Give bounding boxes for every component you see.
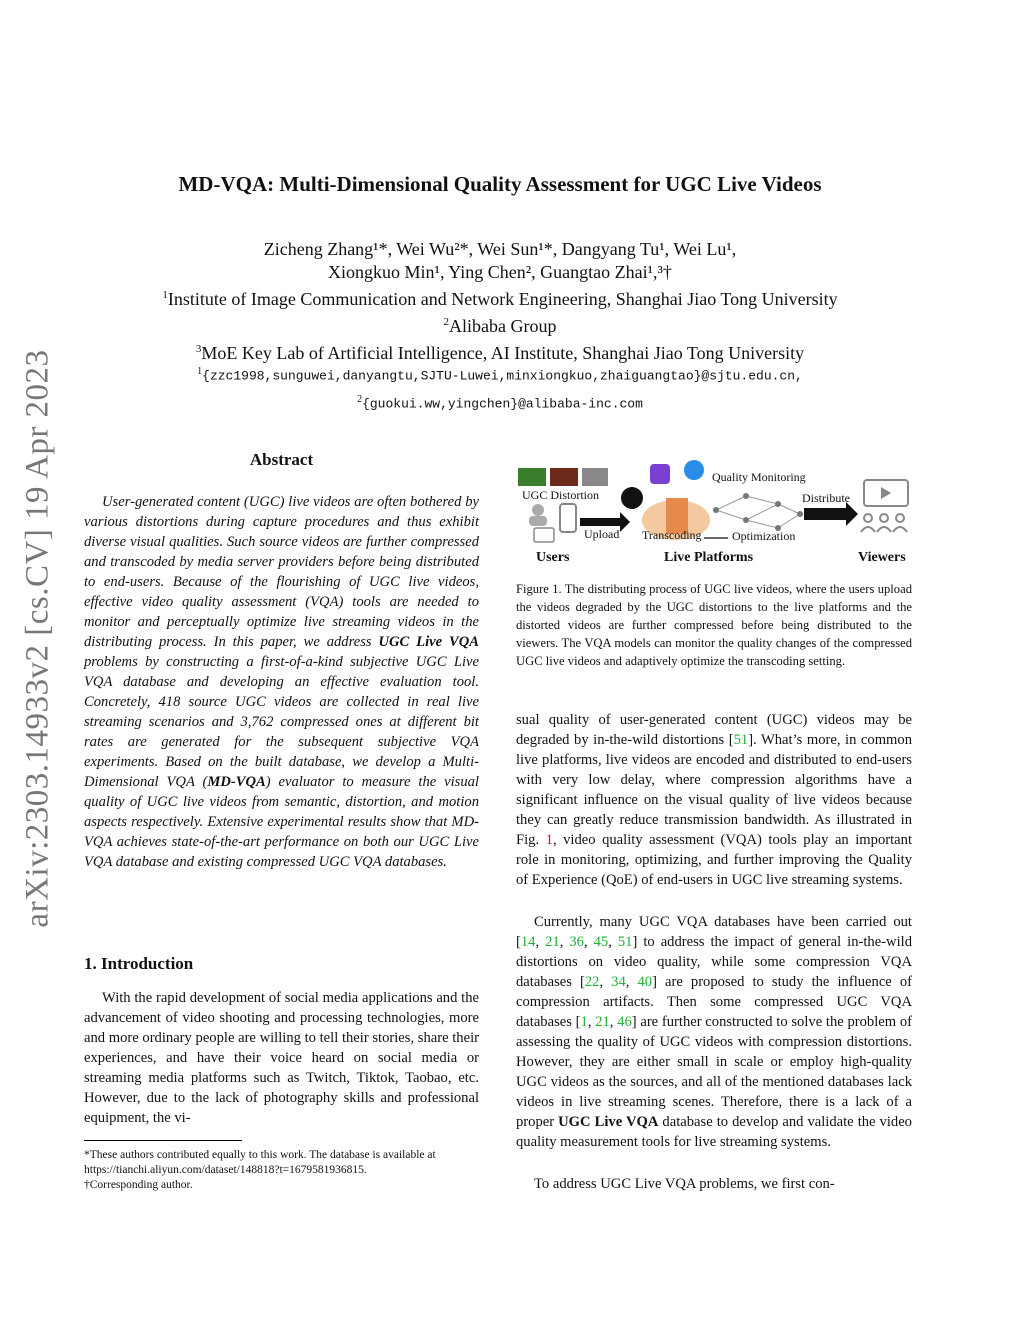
- citation-link[interactable]: 51: [617, 934, 633, 950]
- footnotes: [84, 1148, 479, 1193]
- label-quality-monitoring: Quality Monitoring: [712, 470, 806, 484]
- twitch-icon: [650, 464, 670, 484]
- label-ugc-distortion: UGC Distortion: [522, 488, 600, 502]
- citation-link[interactable]: 14: [520, 934, 536, 950]
- label-live-platforms: Live Platforms: [664, 550, 754, 565]
- introduction-paragraph: With the rapid development of social media applications and the advancement of video shooting and processing technologies, more and more ordinary people are willing to tell their stories, share their experiences, and have their voice heard on social media or streaming media platforms such as Twitch, Tiktok, Taobao, etc. However, due to the lack of photography skills and professional equipment, the vi-: [84, 990, 479, 1126]
- tiktok-icon: [621, 487, 643, 509]
- right-paragraph-3: To address UGC Live VQA problems, we first con-: [534, 1176, 835, 1192]
- network-graph-icon: [716, 496, 800, 528]
- right-paragraph-1: sual quality of user-generated content (UGC) videos may be degraded by in-the-wild distortions [51]. What’s more, in common live platforms, live videos are encoded and distributed to end-users with very low delay, where compression algorithms have a significant influence on the visual quality of live videos because they can greatly reduce transmission bandwidth. As illustrated in Fig. 1, video quality assessment (VQA) tools play an important role in monitoring, optimizing, and further improving the Quality of Experience (QoE) of end-users in UGC live streaming systems.: [516, 712, 913, 888]
- right-paragraph-2: Currently, many UGC VQA databases have been carried out [14, 21, 36, 45, 51] to address the impact of general in-the-wild distortions on video quality, while some compression VQA databases [22, 34, 40] are proposed to study the influence of compression artifacts. Then some compressed UGC VQA databases [1, 21, 46] are further constructed to solve the problem of assessing the quality of UGC videos with compression distortions. However, they are either small in scale or employ high-quality UGC videos as the sources, and all of the mentioned databases lack videos in live streaming scenes. Therefore, there is a lack of a proper UGC Live VQA database to develop and validate the video quality measurement tools for live streaming systems.: [516, 914, 912, 1150]
- phone-icon: [560, 504, 576, 532]
- affiliation-3: $^3$MoE Key Lab of Artificial Intelligence, AI Institute, Shanghai Jiao Tong University: [195, 343, 805, 363]
- figure-1-caption: Figure 1. The distributing process of UGC live videos, where the users upload the videos degraded by the UGC distortions to the live platforms and the distorted videos are further compressed before being distributed to the viewers. The VQA models can monitor the quality changes of the compressed UGC live videos and adaptively optimize the transcoding setting.: [516, 582, 912, 668]
- label-distribute: Distribute: [802, 491, 850, 505]
- label-optimization: Optimization: [732, 529, 796, 543]
- affiliation-2: $^2$Alibaba Group: [443, 316, 557, 336]
- author-line-1: Zicheng Zhang¹*, Wei Wu²*, Wei Sun¹*, Dangyang Tu¹, Wei Lu¹,: [263, 239, 737, 259]
- citation-link[interactable]: 22: [584, 974, 600, 990]
- citation-link[interactable]: 40: [637, 974, 653, 990]
- label-transcoding: Transcoding: [642, 528, 702, 542]
- author-line-2: Xiongkuo Min¹, Ying Chen², Guangtao Zhai¹,³†: [328, 262, 672, 282]
- label-viewers: Viewers: [858, 550, 906, 565]
- citation-link[interactable]: 51: [733, 732, 749, 748]
- figure-ref-link[interactable]: 1: [545, 832, 553, 848]
- label-users: Users: [536, 550, 570, 565]
- user-icon: [532, 504, 544, 516]
- citation-link[interactable]: 45: [593, 934, 609, 950]
- abstract-text: User-generated content (UGC) live videos are often bothered by various distortions during capture procedures and thus exhibit diverse visual qualities. Such source videos are further compressed and transcoded by media server providers before being distributed to end-users. Because of the flourishing of UGC live videos, effective video quality assessment (VQA) tools are needed to monitor and perceptually optimize live streaming videos in the distributing process. In this paper, we address UGC Live VQA problems by constructing a first-of-a-kind subjective UGC Live VQA database and developing an effective evaluation tool. Concretely, 418 source UGC videos are collected in real live streaming scenarios and 3,762 compressed ones at different bit rates are generated for the subsequent subjective VQA experiments. Based on the built database, we develop a Multi-Dimensional VQA (MD-VQA) evaluator to measure the visual quality of UGC live videos from semantic, distortion, and motion aspects respectively. Extensive experimental results show that MD-VQA achieves state-of-the-art performance on both our UGC Live VQA database and existing compressed UGC VQA databases.: [84, 494, 479, 870]
- paper-title: MD-VQA: Multi-Dimensional Quality Assessment for UGC Live Videos: [178, 172, 822, 196]
- email-line-1: $^1${zzc1998,sunguwei,danyangtu,SJTU-Luwei,minxiongkuo,zhaiguangtao}@sjtu.edu.cn,: [197, 366, 803, 384]
- viewers-icon: [861, 514, 907, 532]
- email-line-2: $^2${guokui.ww,yingchen}@alibaba-inc.com: [357, 394, 643, 412]
- footnote-corresponding: †Corresponding author.: [84, 1179, 193, 1191]
- affiliation-1: $^1$Institute of Image Communication and Network Engineering, Shanghai Jiao Tong University: [162, 289, 838, 309]
- introduction-heading: 1. Introduction: [84, 954, 194, 973]
- figure-1: [516, 458, 912, 570]
- author-block: [0, 238, 1000, 365]
- citation-link[interactable]: 21: [545, 934, 560, 950]
- thumbnail-1-icon: [518, 468, 546, 486]
- abstract-heading: Abstract: [249, 450, 314, 469]
- citation-link[interactable]: 34: [611, 974, 626, 990]
- thumbnail-2-icon: [550, 468, 578, 486]
- citation-link[interactable]: 46: [617, 1014, 632, 1030]
- footnote-equal-contribution: *These authors contributed equally to this work. The database is available at https://tianchi.aliyun.com/dataset/148818?t=1679581936815.: [84, 1149, 436, 1176]
- camera-icon: [534, 528, 554, 542]
- arxiv-stamp: arXiv:2303.14933v2 [cs.CV] 19 Apr 2023: [19, 349, 56, 928]
- footnote-rule: [84, 1140, 242, 1141]
- thumbnail-3-icon: [582, 468, 608, 486]
- citation-link[interactable]: 36: [569, 934, 584, 950]
- email-block: [0, 360, 1000, 417]
- platform-icon: [684, 460, 704, 480]
- citation-link[interactable]: 21: [595, 1014, 610, 1030]
- citation-link[interactable]: 1: [580, 1014, 588, 1030]
- label-upload: Upload: [584, 527, 620, 541]
